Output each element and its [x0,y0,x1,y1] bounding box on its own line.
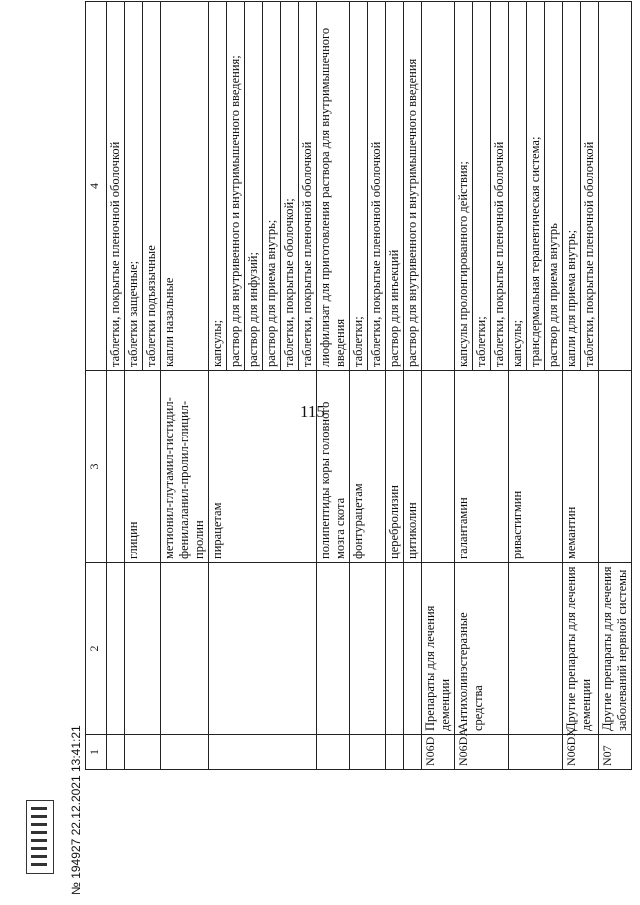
dosage-form-cell: капсулы; [509,2,527,371]
dosage-form-cell: таблетки; [350,2,368,371]
table-row [563,2,581,770]
table-row [107,2,125,770]
header-col-3: 3 [86,371,107,563]
dosage-form-cell: таблетки; [473,2,491,371]
header-col-1: 1 [86,735,107,770]
group-cell [209,563,317,735]
group-cell: Другие препараты для лечения деменции [563,563,599,735]
dosage-form-cell: раствор для внутривенного и внутримышечного введения; [227,2,245,371]
drug-name-cell [422,371,455,563]
atc-code-cell: N06D [422,735,455,770]
group-cell: Другие препараты для лечения заболеваний нервной системы [599,563,632,735]
table-row [455,2,473,770]
drug-name-cell [599,371,632,563]
dosage-form-cell: раствор для приема внутрь [545,2,563,371]
drug-name-cell: полипептиды коры головного мозга скота [317,371,350,563]
atc-code-cell [125,735,161,770]
dosage-form-cell: раствор для приема внутрь; [263,2,281,371]
rotated-table-wrapper [85,27,629,770]
drug-name-cell: ривастигмин [509,371,563,563]
dosage-form-cell: таблетки, покрытые пленочной оболочкой [581,2,599,371]
group-cell [386,563,404,735]
group-cell [509,563,563,735]
dosage-form-cell: капли для приема внутрь; [563,2,581,371]
atc-code-cell [209,735,317,770]
dosage-form-cell: капсулы пролонгированного действия; [455,2,473,371]
table-row [317,2,350,770]
drug-name-cell: фонтурацетам [350,371,386,563]
dosage-form-cell: капсулы; [209,2,227,371]
dosage-form-cell: таблетки защечные; [125,2,143,371]
dosage-form-cell: трансдермальная терапевтическая система; [527,2,545,371]
table-row [422,2,455,770]
table-body [107,2,632,770]
drug-name-cell: глицин [125,371,161,563]
dosage-form-cell: таблетки, покрытые пленочной оболочкой [368,2,386,371]
atc-code-cell [350,735,386,770]
dosage-form-cell [422,2,455,371]
drug-name-cell: мемантин [563,371,599,563]
drug-name-cell [107,371,125,563]
atc-code-cell: N06DA [455,735,509,770]
document-reference: № 194927 22.12.2021 13:41:21 [69,725,83,895]
dosage-form-cell: таблетки, покрытые пленочной оболочкой [107,2,125,371]
page-number: 115 [300,402,325,421]
atc-code-cell [386,735,404,770]
dosage-form-cell: таблетки, покрытые пленочной оболочкой [299,2,317,371]
dosage-form-cell: таблетки подъязычные [143,2,161,371]
group-cell [317,563,350,735]
table-row [386,2,404,770]
dosage-form-cell: раствор для инфузий; [245,2,263,371]
drug-name-cell: пирацетам [209,371,317,563]
group-cell [107,563,125,735]
group-cell [161,563,209,735]
table-row [404,2,422,770]
group-cell: Антихолинэстеразные средства [455,563,509,735]
dosage-form-cell: лиофилизат для приготовления раствора для внутримышечного введения [317,2,350,371]
dosage-form-cell: таблетки, покрытые оболочкой; [281,2,299,371]
atc-code-cell [161,735,209,770]
header-col-4: 4 [86,2,107,371]
group-cell [404,563,422,735]
table-row [350,2,368,770]
group-cell [350,563,386,735]
drug-name-cell: церебролизин [386,371,404,563]
group-cell [125,563,161,735]
dosage-form-cell: таблетки, покрытые пленочной оболочкой [491,2,509,371]
drug-name-cell: галантамин [455,371,509,563]
atc-code-cell: N06DX [563,735,599,770]
atc-code-cell [317,735,350,770]
dosage-form-cell: раствор для внутривенного и внутримышечного введения [404,2,422,371]
dosage-form-cell: раствор для инъекций [386,2,404,371]
atc-code-cell [107,735,125,770]
drug-name-cell: метионил-глутамил-гистидил-фенилаланил-пролил-глицил-пролин [161,371,209,563]
barcode-stamp-icon [26,800,54,874]
drug-table [85,1,632,770]
table-row [161,2,209,770]
table-row [599,2,632,770]
header-col-2: 2 [86,563,107,735]
table-row [509,2,527,770]
table-row [209,2,227,770]
table-row [125,2,143,770]
dosage-form-cell: капли назальные [161,2,209,371]
atc-code-cell [404,735,422,770]
drug-name-cell: цитиколин [404,371,422,563]
atc-code-cell: N07 [599,735,632,770]
atc-code-cell [509,735,563,770]
footer [57,565,97,895]
group-cell: Препараты для лечения деменции [422,563,455,735]
dosage-form-cell [599,2,632,371]
